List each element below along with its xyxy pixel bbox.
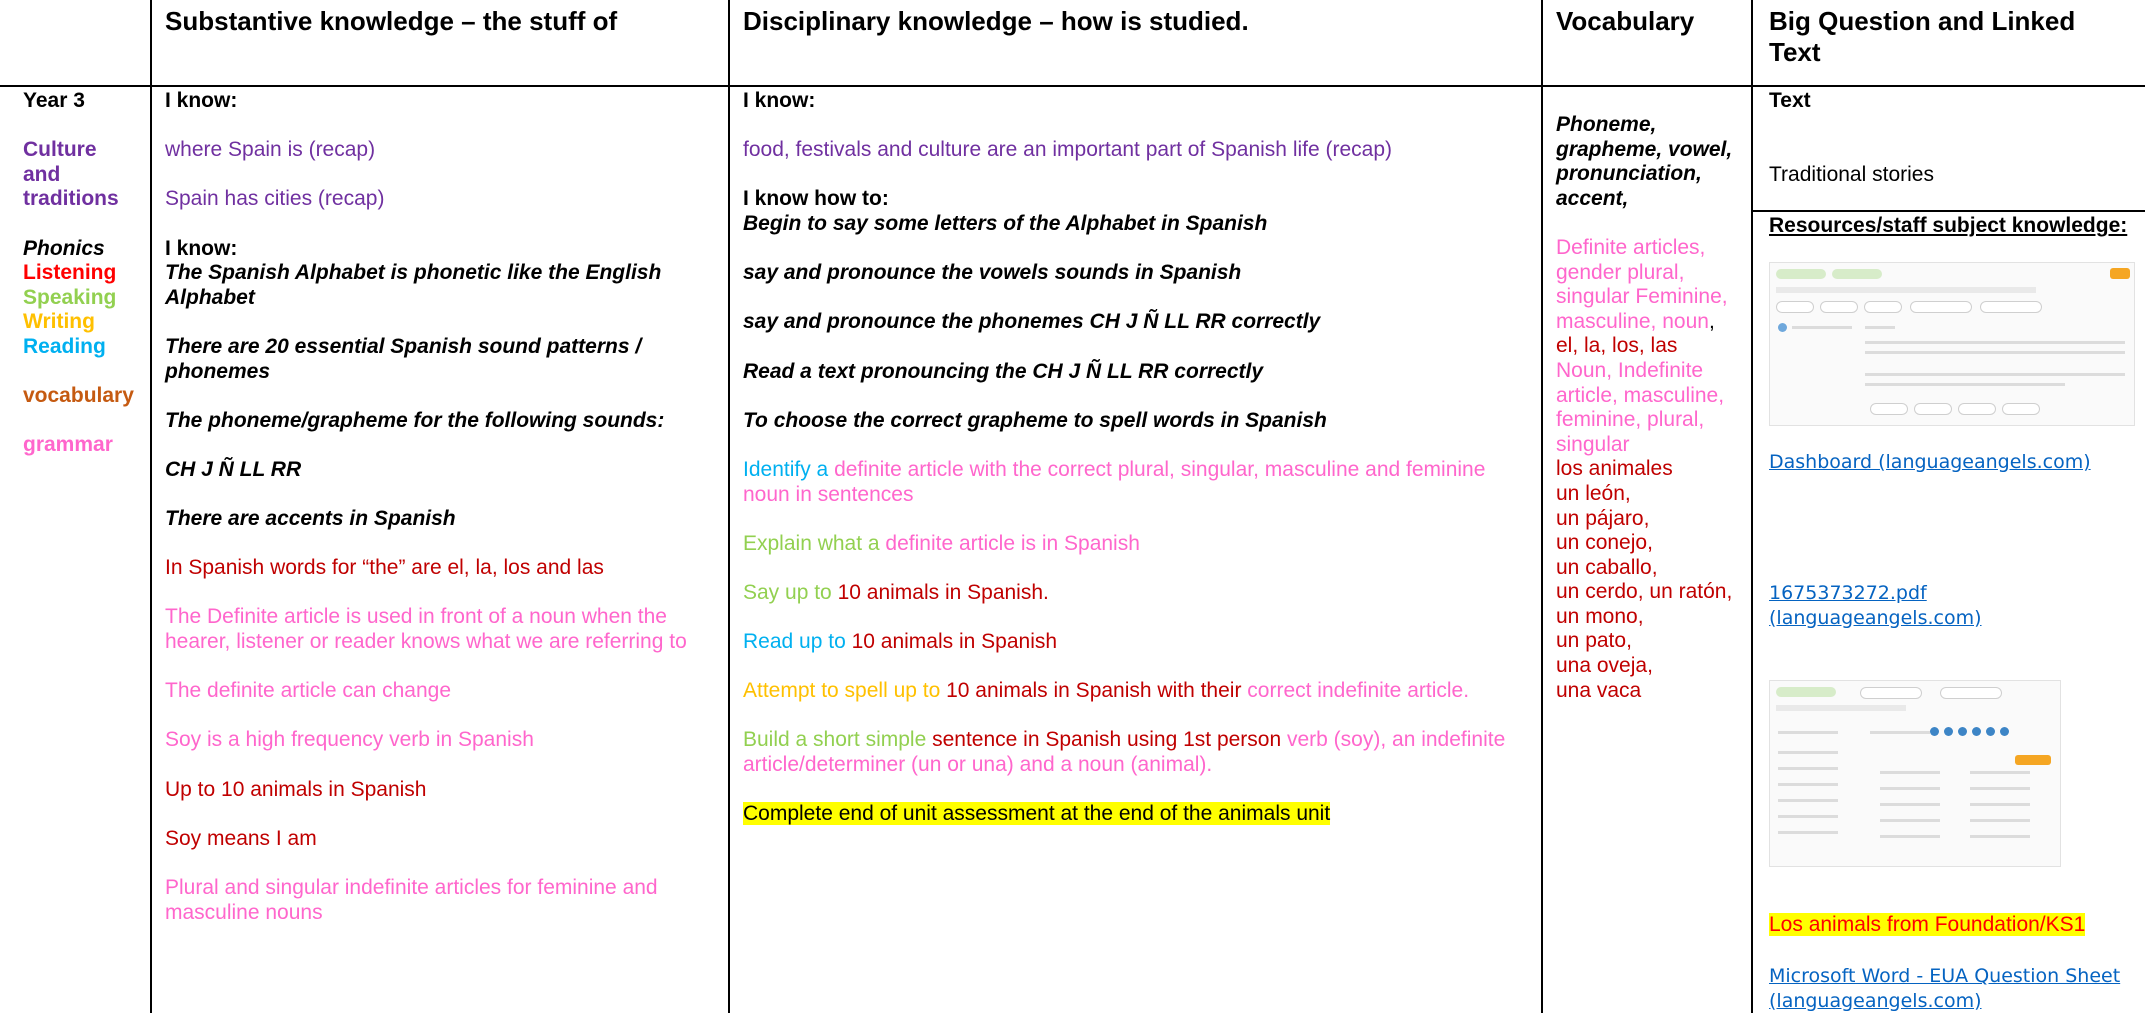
pdf-link[interactable]: 1675373272.pdf (languageangels.com) <box>1769 582 1982 629</box>
column-divider <box>1751 0 1753 1013</box>
column-divider <box>728 0 730 1013</box>
vocab-animal: una oveja, <box>1556 654 1653 678</box>
resources-cell <box>1769 214 2139 239</box>
vocab-animal: un caballo, <box>1556 555 1658 579</box>
knowledge-item: CH J Ñ LL RR <box>165 457 302 481</box>
vocab-animal: un pájaro, <box>1556 506 1650 530</box>
text-label: Text <box>1769 89 1811 112</box>
question-sheet-link[interactable]: Microsoft Word - EUA Question Sheet (languageangels.com) <box>1769 965 2121 1012</box>
skill-item: Identify a definite article with the correct plural, singular, masculine and feminine noun in sentences <box>743 457 1486 506</box>
skill-item: Attempt to spell up to 10 animals in Spanish with their correct indefinite article. <box>743 679 1470 703</box>
column-divider <box>150 0 152 1013</box>
unit-documents-screenshot-image <box>1769 680 2061 867</box>
strand-reading: Reading <box>23 334 106 358</box>
disciplinary-column <box>743 89 1523 827</box>
skill-item: Build a short simple sentence in Spanish using 1st person verb (soy), an indefinite article/determiner (un or una) and a noun (animal). <box>743 728 1506 777</box>
strand-writing: Writing <box>23 310 95 334</box>
strand-phonics: Phonics <box>23 236 105 260</box>
resources-heading: Resources/staff subject knowledge: <box>1769 214 2128 237</box>
skill-item: Read a text pronouncing the CH J Ñ LL RR correctly <box>743 359 1264 383</box>
knowledge-item: Spain has cities (recap) <box>165 187 385 211</box>
knowledge-item: Plural and singular indefinite articles for feminine and masculine nouns <box>165 876 658 924</box>
vocab-animal: los animales <box>1556 457 1673 481</box>
vocab-animal: un conejo, <box>1556 531 1653 555</box>
foundation-cell <box>1769 913 2139 938</box>
vocab-animal: un pato, <box>1556 629 1632 653</box>
year-label: Year 3 <box>23 89 85 112</box>
skill-item: Explain what a definite article is in Spanish <box>743 531 1140 555</box>
strand-speaking: Speaking <box>23 285 117 309</box>
assessment-item: Complete end of unit assessment at the end of the animals unit <box>743 802 1331 826</box>
vocabulary-column <box>1556 113 1739 703</box>
vocab-animal: un mono, <box>1556 604 1644 628</box>
header-big-question: Big Question and Linked Text <box>1769 6 2076 67</box>
header-disciplinary: Disciplinary knowledge – how is studied. <box>743 6 1249 36</box>
vocab-animal: un león, <box>1556 481 1631 505</box>
dashboard-link[interactable]: Dashboard (languageangels.com) <box>1769 451 2091 473</box>
skill-item: Say up to 10 animals in Spanish. <box>743 580 1049 604</box>
i-know-how-label: I know how to: <box>743 187 889 211</box>
header-substantive: Substantive knowledge – the stuff of <box>165 6 618 36</box>
header-divider <box>0 85 2145 87</box>
knowledge-item: Soy is a high frequency verb in Spanish <box>165 728 534 752</box>
skill-item: Begin to say some letters of the Alphabet in Spanish <box>743 211 1268 235</box>
word-link-cell <box>1769 964 2139 1013</box>
column-divider <box>1541 0 1543 1013</box>
dashboard-link-cell <box>1769 450 2139 475</box>
knowledge-item: In Spanish words for “the” are el, la, los and las <box>165 556 604 580</box>
cell-divider <box>1751 210 2145 212</box>
skill-item: say and pronounce the vowels sounds in Spanish <box>743 261 1242 285</box>
strand-grammar: grammar <box>23 433 113 457</box>
knowledge-item: There are accents in Spanish <box>165 507 456 531</box>
foundation-note: Los animals from Foundation/KS1 <box>1769 913 2086 936</box>
strand-listening: Listening <box>23 261 117 285</box>
dashboard-screenshot-image <box>1769 262 2135 426</box>
pdf-link-cell <box>1769 581 2139 630</box>
topic-line: and <box>23 162 61 186</box>
i-know-label: I know: <box>165 89 238 112</box>
knowledge-item: Soy means I am <box>165 826 317 850</box>
i-know-label: I know: <box>743 89 816 112</box>
knowledge-item: where Spain is (recap) <box>165 138 376 162</box>
vocab-animal: un cerdo, un ratón, <box>1556 580 1733 604</box>
skill-item: food, festivals and culture are an important part of Spanish life (recap) <box>743 138 1393 162</box>
text-cell <box>1769 89 2139 187</box>
year-column <box>23 89 148 458</box>
i-know-label: I know: <box>165 236 238 260</box>
knowledge-item: The definite article can change <box>165 679 452 703</box>
knowledge-item: The Definite article is used in front of a noun when the hearer, listener or reader knows what we are referring to <box>165 605 687 654</box>
vocab-animal: una vaca <box>1556 678 1642 702</box>
topic-line: Culture <box>23 138 97 162</box>
topic-line: traditions <box>23 187 119 211</box>
vocab-grammar-terms: Definite articles, gender plural, singular Feminine, masculine, noun, el, la, los, las Noun, Indefinite article, masculine, feminine, plural, singular <box>1556 235 1728 456</box>
knowledge-item: The Spanish Alphabet is phonetic like the English Alphabet <box>165 261 662 309</box>
header-vocabulary: Vocabulary <box>1556 6 1695 36</box>
linked-text: Traditional stories <box>1769 162 1934 186</box>
skill-item: Read up to 10 animals in Spanish <box>743 630 1058 654</box>
vocab-phonics-terms: Phoneme, grapheme, vowel, pronunciation, accent, <box>1556 113 1733 210</box>
skill-item: say and pronounce the phonemes CH J Ñ LL RR correctly <box>743 310 1321 334</box>
knowledge-item: There are 20 essential Spanish sound patterns / phonemes <box>165 334 642 383</box>
knowledge-item: The phoneme/grapheme for the following sounds: <box>165 408 665 432</box>
skill-item: To choose the correct grapheme to spell words in Spanish <box>743 408 1327 432</box>
knowledge-item: Up to 10 animals in Spanish <box>165 777 427 801</box>
strand-vocabulary: vocabulary <box>23 384 134 408</box>
substantive-column <box>165 89 720 925</box>
